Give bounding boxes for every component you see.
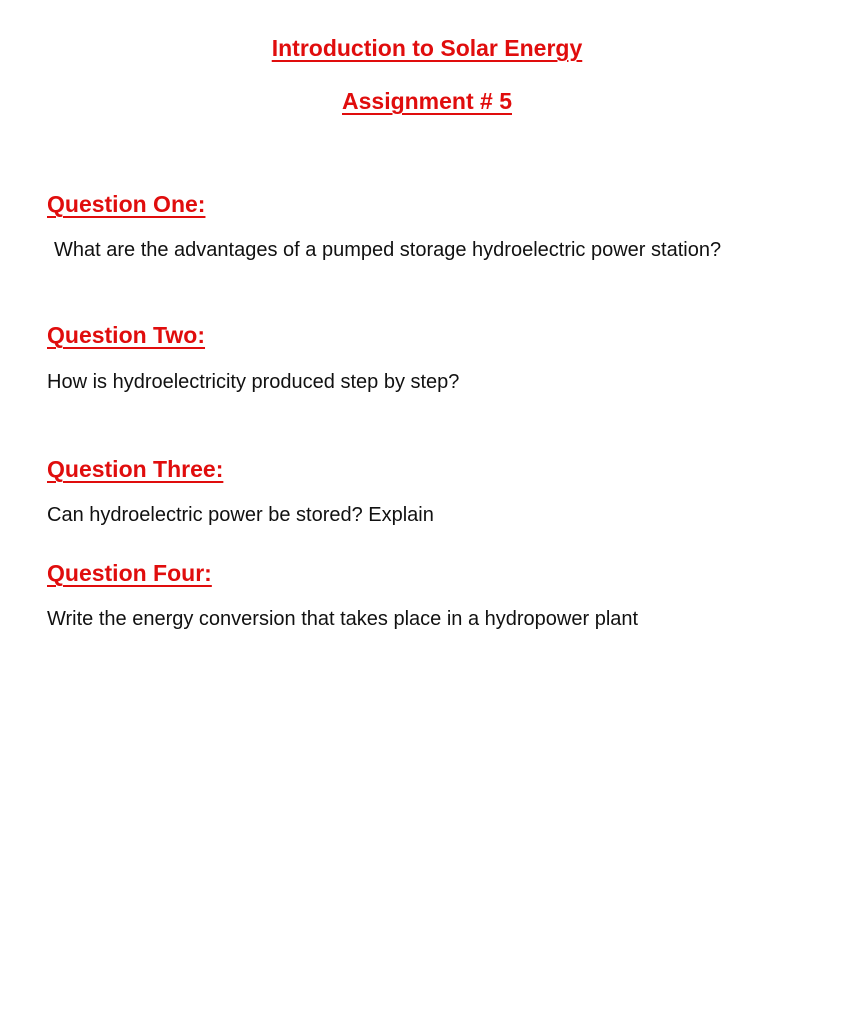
assignment-number: Assignment # 5 xyxy=(342,88,512,114)
question-heading: Question One: xyxy=(47,191,206,217)
question-heading: Question Two: xyxy=(47,322,206,348)
question-text: Can hydroelectric power be stored? Explain xyxy=(47,504,434,526)
question-text: How is hydroelectricity produced step by step? xyxy=(47,371,460,393)
document-title: Introduction to Solar Energy xyxy=(271,35,583,61)
question-text: Write the energy conversion that takes place in a hydropower plant xyxy=(47,608,639,630)
question-heading: Question Three: xyxy=(47,456,224,482)
question-heading: Question Four: xyxy=(47,560,212,586)
question-text: What are the advantages of a pumped storage hydroelectric power station? xyxy=(54,239,722,261)
